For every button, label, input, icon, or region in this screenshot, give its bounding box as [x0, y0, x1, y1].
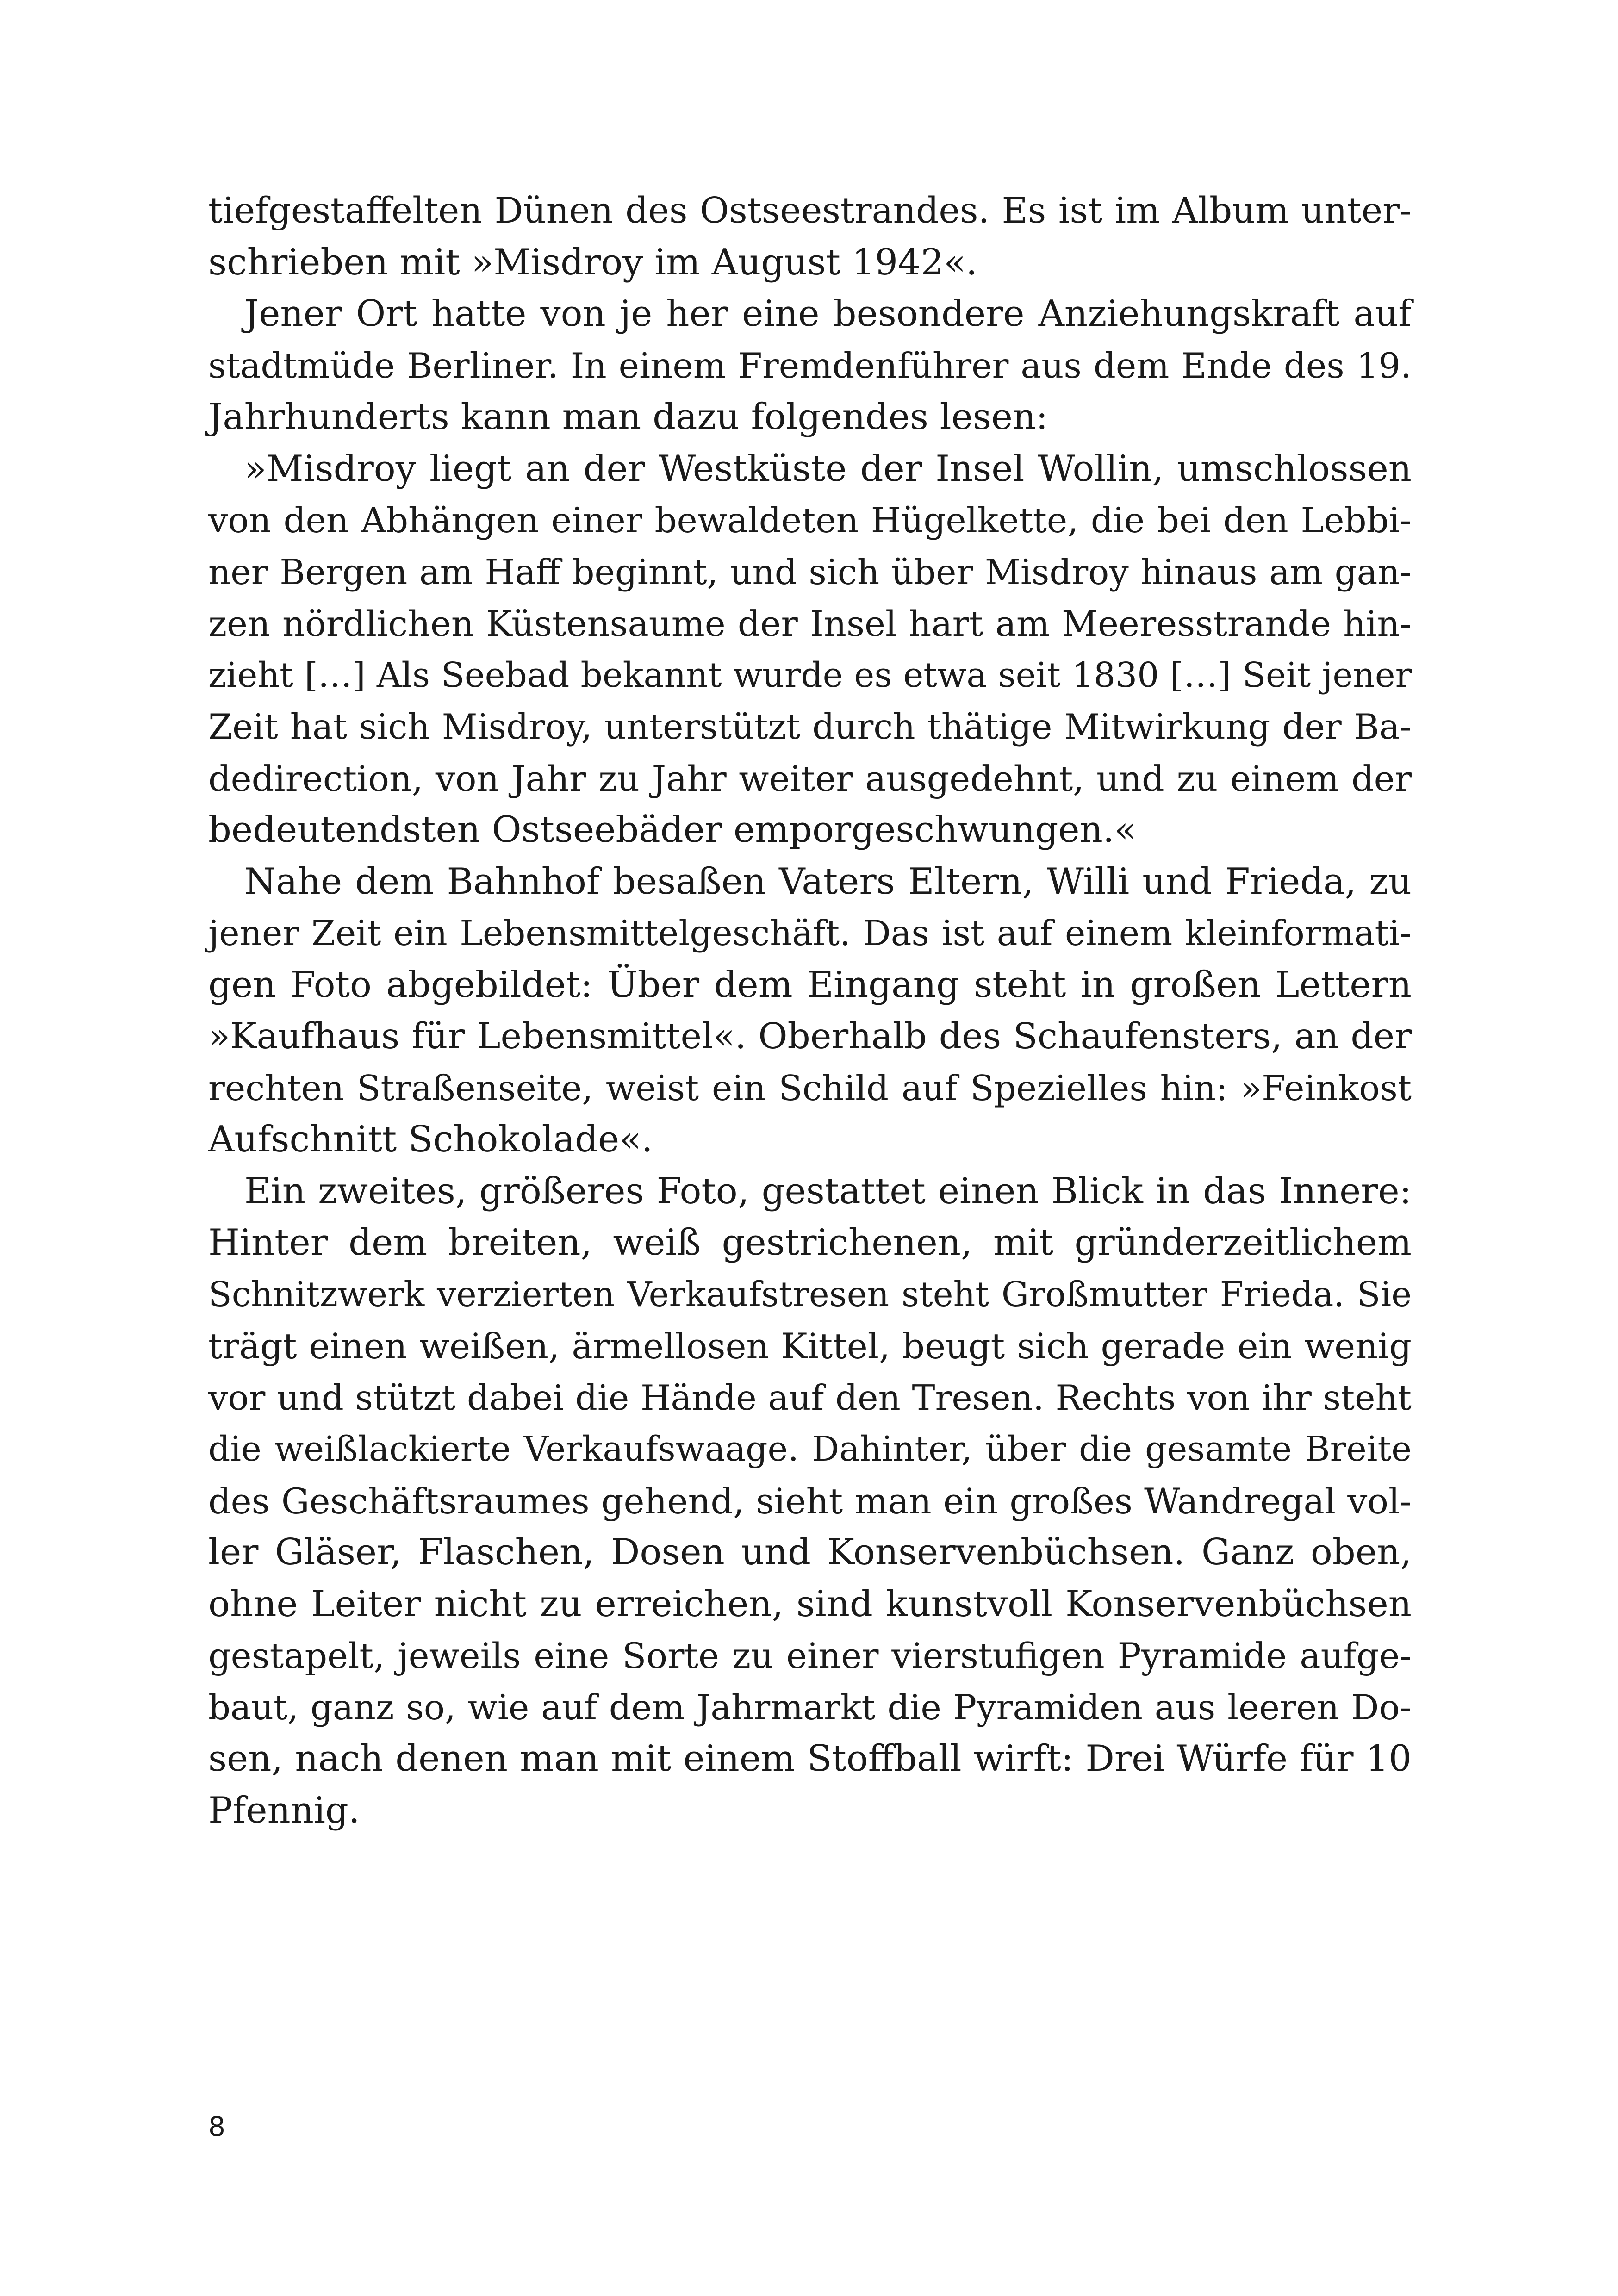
- text-line: Pfennig.: [208, 1789, 360, 1831]
- text-line: stadtmüde Berliner. In einem Fremdenführer aus dem Ende des 19.: [208, 345, 1412, 386]
- text-line: gen Foto abgebildet: Über dem Eingang steht in großen Lettern: [208, 964, 1412, 1006]
- text-line: ner Bergen am Haff beginnt, und sich über Misdroy hinaus am gan-: [208, 551, 1412, 592]
- text-line: rechten Straßenseite, weist ein Schild auf Spezielles hin: »Feinkost: [208, 1067, 1412, 1108]
- text-line: baut, ganz so, wie auf dem Jahrmarkt die Pyramiden aus leeren Do-: [208, 1686, 1412, 1728]
- text-line: gestapelt, jeweils eine Sorte zu einer vierstufigen Pyramide aufge-: [208, 1635, 1412, 1676]
- paragraph: [208, 185, 1412, 288]
- paragraph: [208, 856, 1412, 1166]
- paragraph: [208, 288, 1412, 443]
- text-line: zen nördlichen Küstensaume der Insel hart am Meeresstrande hin-: [208, 603, 1412, 644]
- page-number: 8: [208, 2111, 225, 2142]
- text-line: jener Zeit ein Lebensmittelgeschäft. Das ist auf einem kleinformati-: [208, 913, 1412, 953]
- text-line: dedirection, von Jahr zu Jahr weiter ausgedehnt, und zu einem der: [208, 758, 1412, 799]
- text-line: Ein zweites, größeres Foto, gestattet einen Blick in das Innere:: [244, 1170, 1412, 1212]
- text-line: bedeutendsten Ostseebäder emporgeschwungen.«: [208, 809, 1137, 851]
- text-line: Schnitzwerk verzierten Verkaufstresen steht Großmutter Frieda. Sie: [208, 1274, 1412, 1314]
- text-line: sen, nach denen man mit einem Stoffball wirft: Drei Würfe für 10: [208, 1738, 1412, 1780]
- text-line: Jahrhunderts kann man dazu folgendes lesen:: [208, 396, 1048, 438]
- text-line: ler Gläser, Flaschen, Dosen und Konservenbüchsen. Ganz oben,: [208, 1531, 1412, 1573]
- body-text: [208, 185, 1412, 1836]
- text-line: Hinter dem breiten, weiß gestrichenen, mit gründerzeitlichem: [208, 1222, 1412, 1263]
- paragraph: [208, 443, 1412, 856]
- text-line: Nahe dem Bahnhof besaßen Vaters Eltern, Willi und Frieda, zu: [244, 860, 1412, 902]
- text-line: ohne Leiter nicht zu erreichen, sind kunstvoll Konservenbüchsen: [208, 1583, 1412, 1625]
- text-line: schrieben mit »Misdroy im August 1942«.: [208, 241, 977, 283]
- text-line: »Misdroy liegt an der Westküste der Insel Wollin, umschlossen: [244, 448, 1412, 490]
- text-line: von den Abhängen einer bewaldeten Hügelkette, die bei den Lebbi-: [208, 500, 1412, 541]
- text-line: des Geschäftsraumes gehend, sieht man ein großes Wandregal vol-: [208, 1480, 1412, 1522]
- text-line: Jener Ort hatte von je her eine besondere Anziehungskraft auf: [244, 293, 1412, 335]
- text-line: die weißlackierte Verkaufswaage. Dahinter, über die gesamte Breite: [208, 1429, 1412, 1469]
- text-line: tiefgestaffelten Dünen des Ostseestrandes. Es ist im Album unter-: [208, 190, 1412, 231]
- text-line: vor und stützt dabei die Hände auf den Tresen. Rechts von ihr steht: [208, 1377, 1412, 1418]
- text-line: trägt einen weißen, ärmellosen Kittel, beugt sich gerade ein wenig: [208, 1325, 1412, 1367]
- text-line: »Kaufhaus für Lebensmittel«. Oberhalb des Schaufensters, an der: [208, 1016, 1412, 1057]
- text-line: zieht […] Als Seebad bekannt wurde es etwa seit 1830 […] Seit jener: [208, 655, 1412, 695]
- text-line: Zeit hat sich Misdroy, unterstützt durch thätige Mitwirkung der Ba-: [208, 706, 1412, 747]
- paragraph: [208, 1166, 1412, 1837]
- text-line: Aufschnitt Schokolade«.: [208, 1119, 653, 1160]
